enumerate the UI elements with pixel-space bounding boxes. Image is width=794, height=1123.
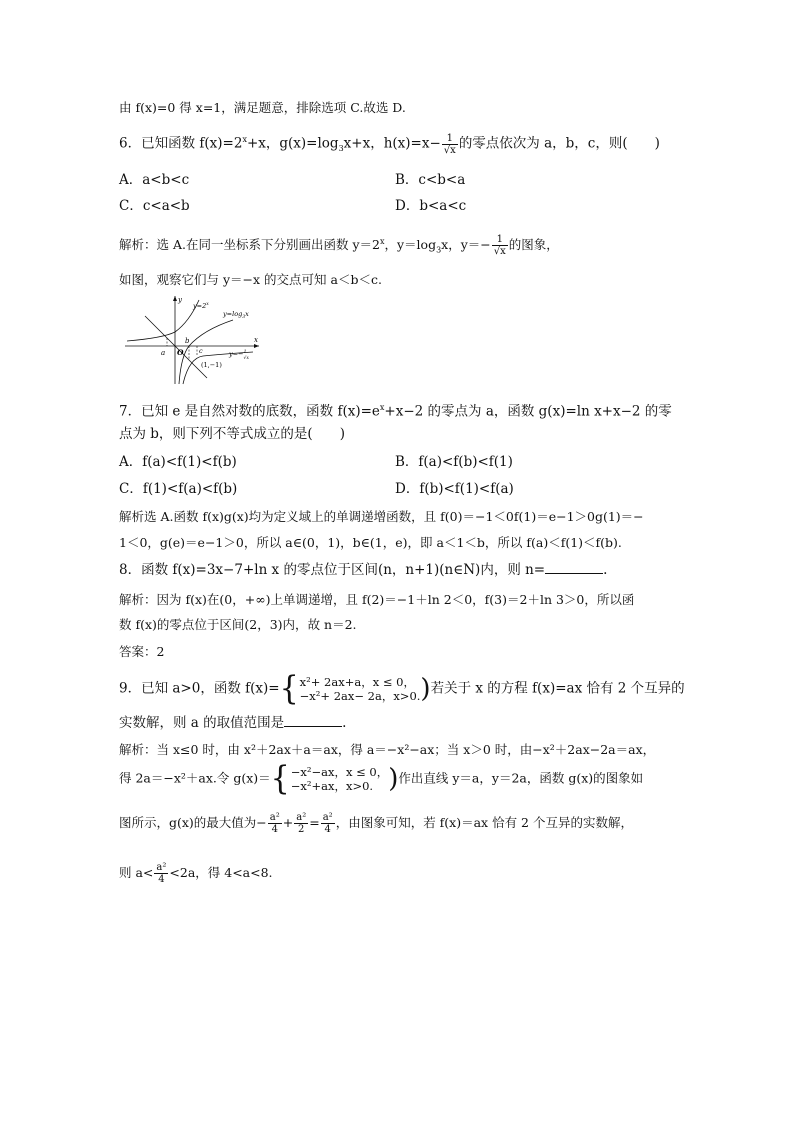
question-6 [119, 130, 660, 159]
left-brace: { [279, 669, 299, 708]
solution-9-line4: 则 a< $\frac{\text{a²}}{4}$ <2a，得 4<a<8. [119, 862, 273, 885]
label-b: b [185, 337, 190, 345]
y-axis-label: y [178, 296, 182, 304]
y-axis-arrow [173, 296, 177, 301]
question-8: 8．函数 f(x)=3x−7+ln x 的零点位于区间(n，n+1)(n∈N)内，则 n= . [119, 562, 608, 578]
question-7-line1: 7．已知 e 是自然对数的底数，函数 $f(x)=e^x+x-2$ 的零点为 a，函数 g(x)=ln x+x−2 的零 [119, 403, 672, 420]
solution-9-line1: 解析：当 x≤0 时，由 x²＋2ax＋a＝ax，得 a＝−x²−ax；当 x＞0 时，由−x²＋2ax−2a＝ax， [119, 742, 656, 757]
line-neg-x [145, 316, 207, 378]
label-c: c [199, 347, 203, 355]
label-2-pow-x: $y=2^x$ [193, 302, 209, 310]
q7-option-d: D．f(b)<f(1)<f(a) [395, 481, 514, 497]
curve-2-pow-x [127, 300, 199, 341]
label-neg-inv-sqrt-x: y=−$^1$ √x [229, 350, 249, 361]
solution-6-line2: 如图，观察它们与 y＝−x 的交点可知 a＜b＜c. [119, 272, 382, 287]
label-log3-x: $y=\log_3x$ [223, 310, 249, 320]
q6-option-a: A．a<b<c [119, 172, 190, 188]
answer-8: 答案：2 [119, 644, 165, 659]
q7-option-b: B．f(a)<f(b)<f(1) [395, 454, 513, 470]
q6-option-b: B．c<b<a [395, 172, 466, 188]
q6-sup: x [242, 135, 247, 144]
solution-9-line3: 图所示，g(x)的最大值为− $\frac{\text{a²}}{4}$ + $\frac{\text{a²}}{2}$ = $\frac{\text{a²}}{4}$ ，由图象可知，若 f(x)＝ax 恰有 2 个互异的实数解， [119, 812, 633, 835]
solution-8-line1: 解析：因为 f(x)在(0，+∞)上单调递增，且 f(2)＝−1＋ln 2＜0，f(3)＝2＋ln 3＞0，所以函 [119, 592, 635, 607]
x-axis-arrow [254, 344, 259, 348]
q6-fraction: $\frac{1}{√x}$ [443, 132, 456, 156]
question-7-line2: 点为 b，则下列不等式成立的是( ) [119, 426, 345, 442]
right-brace: ) [420, 674, 431, 704]
q6-text-a: 6．已知函数 f(x)=2 [119, 135, 243, 152]
solution-7-line1: 解析选 A.函数 f(x)g(x)均为定义域上的单调递增函数，且 f(0)＝−1＜0f(1)＝e−1＞0g(1)＝− [119, 509, 644, 524]
x-axis-label: x [254, 336, 258, 344]
solution-6: 解析：选 A.在同一坐标系下分别画出函数 $y=2^x$，$y=\log_3x$，y＝− $\frac{1}{√x}$ 的图象， [119, 234, 559, 258]
left-brace: { [270, 759, 290, 798]
label-origin: O [177, 348, 184, 357]
q7-option-c: C．f(1)<f(a)<f(b) [119, 481, 238, 497]
curve-log3-x [179, 320, 233, 384]
q6-option-d: D．b<a<c [395, 198, 467, 214]
solution-8-line2: 数 f(x)的零点位于区间(2，3)内，故 n＝2. [119, 617, 357, 632]
q6-text-d: 的零点依次为 a，b，c，则( ) [458, 135, 660, 152]
solution-5-conclusion: 由 f(x)=0 得 x=1，满足题意，排除选项 C.故选 D. [119, 100, 406, 115]
s6-fraction: $\frac{1}{√x}$ [493, 234, 506, 258]
q6-option-c: C．c<a<b [119, 198, 190, 214]
solution-9-line2: 得 2a＝−x²＋ax.令 g(x)＝{ −x²−ax，x ≤ 0， −x²+ax，x>0. )作出直线 y＝a，y＝2a，函数 g(x)的图象如 [119, 759, 644, 798]
label-a: a [161, 349, 166, 357]
q6-text-b: +x，g(x)=log [246, 135, 339, 152]
q6-sub: 3 [338, 144, 344, 154]
question-9-line1: 9．已知 a>0，函数 f(x)={ x²+ 2ax+a，x ≤ 0， −x²+ 2ax− 2a，x>0. )若关于 x 的方程 f(x)=ax 恰有 2 个互异的 [119, 669, 685, 708]
function-graph-figure [123, 294, 263, 386]
question-9-line2: 实数解，则 a 的取值范围是 . [119, 715, 347, 731]
label-point: (1,−1) [201, 361, 222, 369]
right-brace: ) [388, 764, 399, 794]
solution-7-line2: 1＜0，g(e)＝e−1＞0，所以 a∈(0，1)，b∈(1，e)，即 a＜1＜b，所以 f(a)＜f(1)＜f(b). [119, 535, 622, 550]
answer-blank-8[interactable] [545, 561, 603, 574]
piecewise-cases: x²+ 2ax+a，x ≤ 0， −x²+ 2ax− 2a，x>0. [299, 675, 421, 703]
q6-text-c: x+x，h(x)=x− [343, 135, 441, 152]
q7-option-a: A．f(a)<f(1)<f(b) [119, 454, 237, 470]
answer-blank-9[interactable] [284, 714, 342, 727]
piecewise-cases: −x²−ax，x ≤ 0， −x²+ax，x>0. [290, 765, 389, 793]
